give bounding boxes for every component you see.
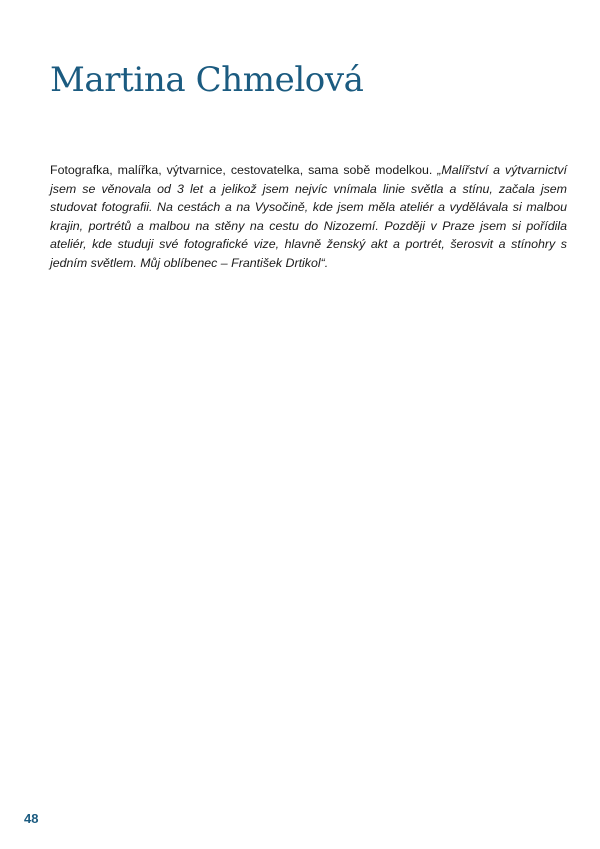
bio-quote: „Malířství a výtvarnictví jsem se věnovala od 3 let a jelikož jsem nejvíc vnímala linie světla a stínu, začala jsem studovat fotografii. Na cestách a na Vysočině, kde jsem měla ateliér a vydělávala si malbou krajin, portrétů a malbou na stěny na cestu do Nizozemí. Později v Praze jsem si pořídila ateliér, kde studuji své fotografické vize, hlavně ženský akt a portrét, šerosvit a stínohry s jedním světlem. Můj oblíbenec – František Drtikol“. [50, 163, 567, 270]
bio-intro: Fotografka, malířka, výtvarnice, cestovatelka, sama sobě modelkou. [50, 163, 438, 177]
page-number: 48 [24, 811, 39, 826]
bio-paragraph [50, 161, 567, 273]
page-title: Martina Chmelová [50, 60, 364, 100]
